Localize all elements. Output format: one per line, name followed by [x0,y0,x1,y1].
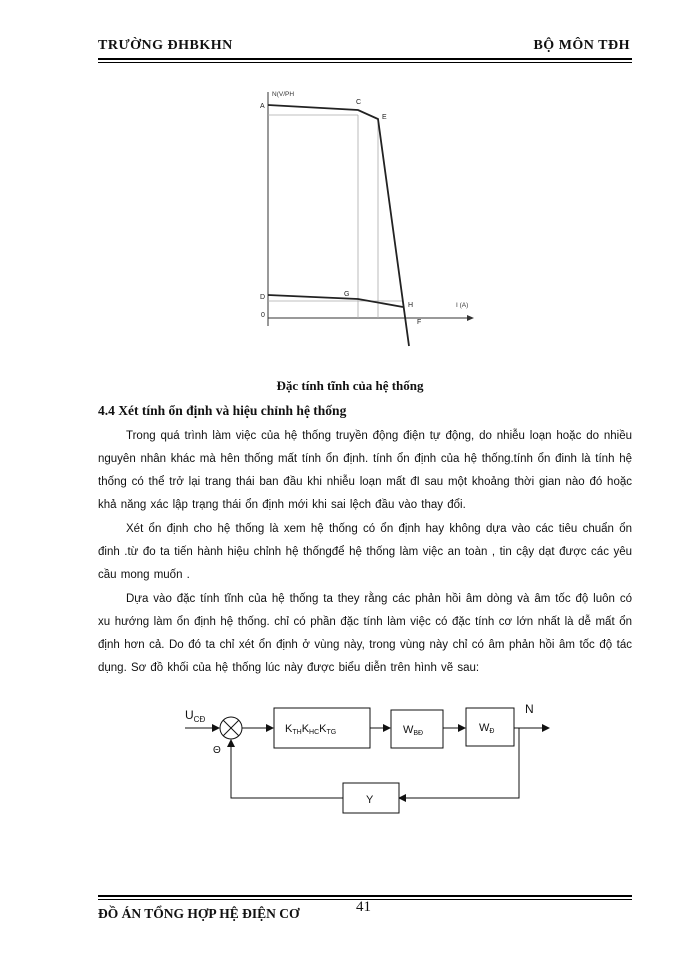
page-number: 41 [356,899,371,915]
header-rule [98,58,632,60]
svg-text:WĐ: WĐ [479,722,495,735]
block-wd [466,708,514,746]
x-axis-arrow [467,315,474,321]
paragraph-2: Xét ổn định cho hệ thống là xem hệ thống có ổn định hay không dựa vào các tiêu chuẩn ổn đinh .từ đo ta tiến hành hiệu chỉnh hệ thốngđể hệ thống làm việc an toàn , tin cậy dạt được các yêu cầu mong muốn . [98,523,632,581]
x-axis-label: I (A) [456,302,469,309]
input-label: $U_{CĐ}$ [185,708,206,724]
svg-text:KTHKHCKTG: KTHKHCKTG [285,723,337,736]
header-school: TRƯỜNG ĐHBKHN [98,38,233,53]
paragraph-3: Dựa vào đặc tính tĩnh của hệ thống ta they rằng các phản hồi âm dòng và âm tốc độ luôn có xu hướng làm ổn định hệ thống. chỉ có phần đặc tính làm việc có đặc tính cơ lớn nhất là dễ mất ổn định hơn cả. Do đó ta chỉ xét ổn định ở vùng này, trong vùng này chỉ có âm phản hồi âm tốc độ tác dụng. Sơ đồ khối của hệ thống lúc này được biểu diễn trên hình vẽ sau: [98,593,632,674]
header-rule-thin [98,62,632,63]
label-H: H [408,302,414,309]
label-C: C [356,99,362,106]
label-D: D [260,294,266,301]
block-diagram [175,695,555,835]
section-title: 4.4 Xét tính ổn định và hiệu chỉnh hệ thống [98,403,347,418]
upper-characteristic-curve [268,105,409,346]
footer-title: ĐỒ ÁN TỔNG HỢP HỆ ĐIỆN CƠ [98,906,300,921]
label-G: G [344,291,350,298]
minus-sign: Θ [213,745,221,756]
static-characteristic-figure [255,88,480,350]
label-zero: 0 [261,312,265,319]
label-E: E [382,114,387,121]
svg-text:WBĐ: WBĐ [403,724,424,737]
header-department: BỘ MÔN TĐH [533,38,630,53]
feedback-label: Y [366,794,374,806]
label-A: A [260,103,265,110]
figure-caption: Đặc tính tĩnh của hệ thống [276,378,424,393]
block-wbd [391,710,443,748]
y-axis-label: N(V/PH [272,91,295,98]
label-F: F [417,319,422,326]
footer-rule [98,895,632,897]
paragraph-1: Trong quá trình làm việc của hệ thống truyền động điện tự động, do nhiễu loạn hoặc do nhiều nguyên nhân khác mà hên thống mất tính ổn định. tính ổn định của hệ thống.tính ổn đinh là tính hệ thống có thể trở lại trang thái ban đầu khi nhiễu loạn mất đI sau một khoảng thời gian nào đó hoặc khả năng xác lập trạng thái ổn định mới khi sai lệch đầu vào thay đổi. [98,430,632,511]
output-label: N [525,702,534,716]
feedback-line-left [231,740,343,798]
